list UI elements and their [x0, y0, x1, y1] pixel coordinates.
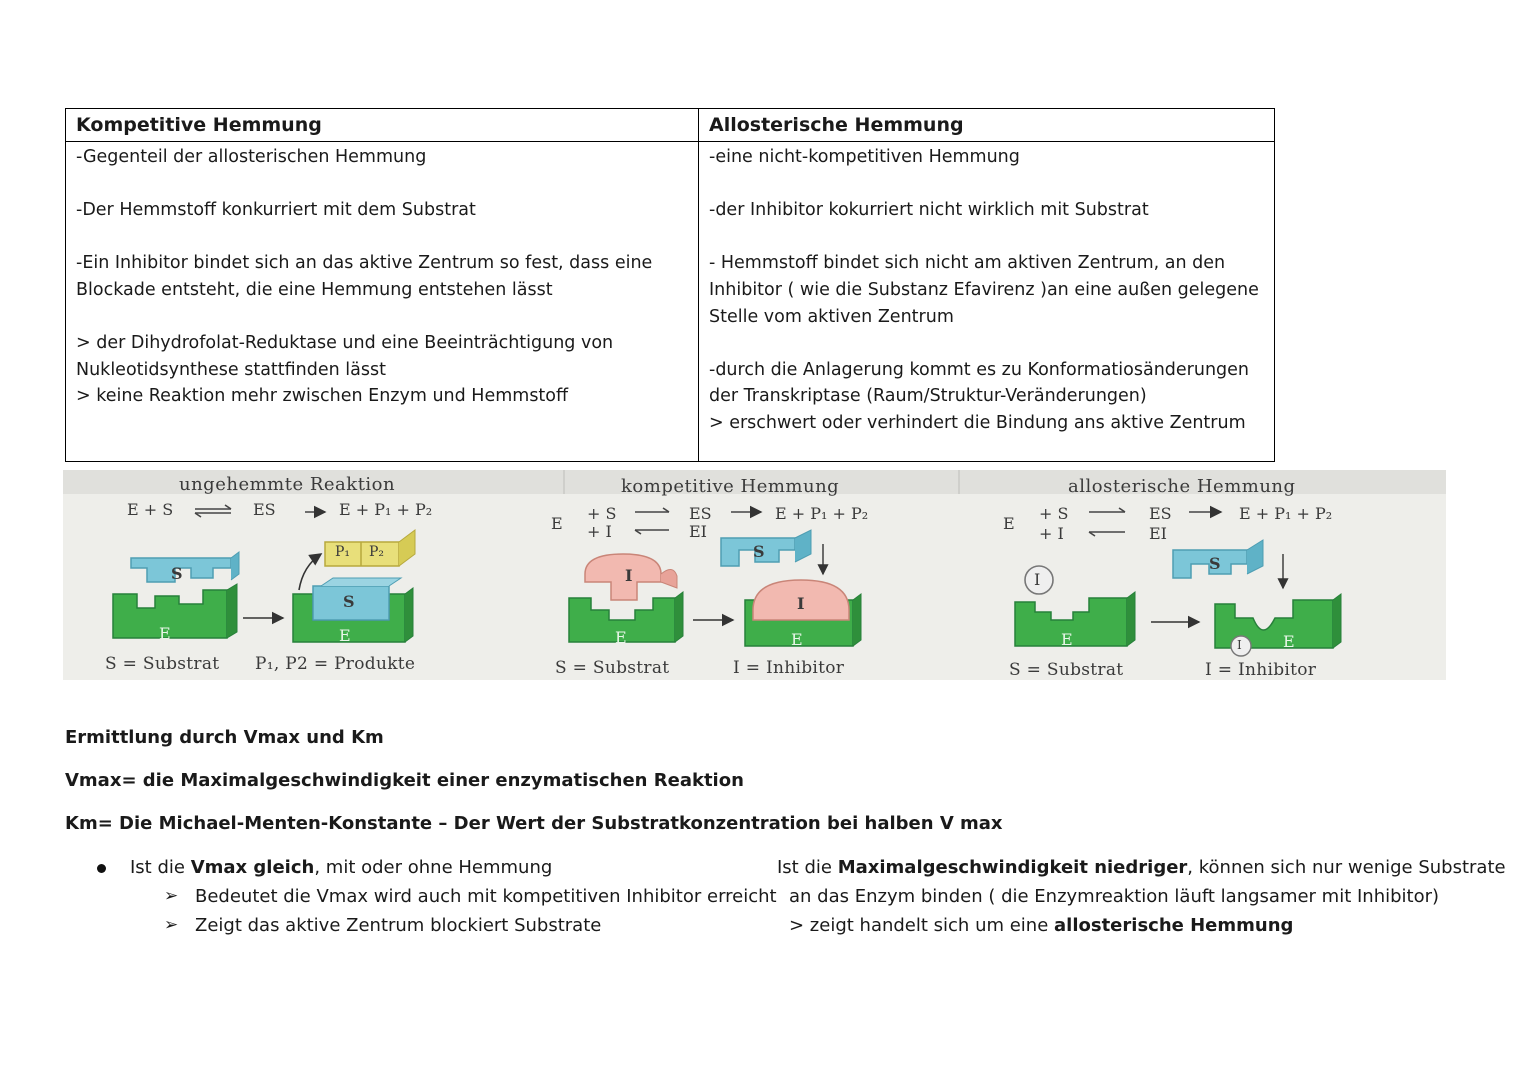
substrate-glyph: S: [343, 592, 355, 611]
enzyme-glyph: E: [791, 630, 803, 649]
arrow-bullet-icon: ➢: [164, 886, 179, 906]
equation-products: E + P₁ + P₂: [339, 500, 433, 519]
enzyme-block: [113, 584, 237, 638]
equation-complex: ES: [1149, 504, 1172, 523]
equation-plus-inhibitor: + I: [587, 522, 612, 541]
inhibitor-glyph: I: [797, 594, 805, 613]
bullet-emphasis: Vmax gleich: [190, 857, 315, 878]
header-kompetitive: Kompetitive Hemmung: [66, 109, 699, 142]
substrate-glyph: S: [753, 542, 765, 561]
allosterische-point-3: - Hemmstoff bindet sich nicht am aktiven Zentrum, an den Inhibitor ( wie die Substanz Efavirenz )an eine außen gelegene Stelle vom aktiven Zentrum: [709, 253, 1259, 327]
kompetitive-point-1: -Gegenteil der allosterischen Hemmung: [76, 147, 427, 167]
equation-plus-substrate: + S: [1039, 504, 1069, 523]
allosterische-point-5: > erschwert oder verhindert die Bindung ans aktive Zentrum: [709, 412, 1246, 433]
subpoint-active-site: Zeigt das aktive Zentrum blockiert Substrate: [195, 915, 602, 936]
legend-inhibitor: I = Inhibitor: [1205, 660, 1317, 680]
enzyme-glyph: E: [1283, 632, 1295, 651]
legend-inhibitor: I = Inhibitor: [733, 658, 845, 678]
allosterische-cell: [699, 142, 1275, 462]
product-glyph: P₁: [335, 544, 351, 560]
substrate-glyph: S: [1209, 554, 1221, 573]
equation-left: E + S: [127, 500, 174, 519]
release-arrow: [299, 554, 321, 590]
product-glyph: P₂: [369, 544, 385, 560]
section-heading: Ermittlung durch Vmax und Km: [65, 727, 384, 748]
kompetitive-point-2: -Der Hemmstoff konkurriert mit dem Substrat: [76, 200, 476, 221]
equilibrium-arrow: [1089, 508, 1125, 536]
enzyme-glyph: E: [159, 624, 171, 643]
kompetitive-point-4: > der Dihydrofolat-Reduktase und eine Beeinträchtigung von Nukleotidsynthese stattfinden lässt: [76, 333, 614, 380]
enzyme-glyph: E: [1061, 630, 1073, 649]
panel-title-competitive: kompetitive Hemmung: [621, 476, 840, 497]
bullet-text: , mit oder ohne Hemmung: [314, 857, 553, 878]
legend-substrate: S = Substrat: [555, 658, 670, 678]
vmax-definition: Vmax= die Maximalgeschwindigkeit einer enzymatischen Reaktion: [65, 770, 744, 791]
inhibitor-glyph: I: [1237, 638, 1242, 652]
substrate-block: [313, 578, 401, 620]
equation-inhibitor-complex: EI: [689, 522, 707, 541]
bullet-vmax-equal: [130, 857, 552, 878]
note-enzyme-binding: an das Enzym binden ( die Enzymreaktion läuft langsamer mit Inhibitor): [789, 886, 1440, 907]
equation-complex: ES: [253, 500, 276, 519]
subpoint-competitive-vmax: Bedeutet die Vmax wird auch mit kompetitiven Inhibitor erreicht: [195, 886, 777, 907]
equation-complex: ES: [689, 504, 712, 523]
note-allosteric: [789, 915, 1293, 936]
allosterische-point-2: -der Inhibitor kokurriert nicht wirklich mit Substrat: [709, 200, 1149, 221]
note-text: > zeigt handelt sich um eine: [789, 915, 1055, 936]
substrate-glyph: S: [171, 564, 183, 583]
substrate-block: [721, 530, 811, 566]
kompetitive-point-5: > keine Reaktion mehr zwischen Enzym und Hemmstoff: [76, 386, 569, 407]
note-emphasis: allosterische Hemmung: [1054, 915, 1294, 936]
equation-enzyme: E: [551, 514, 563, 533]
kompetitive-cell: [66, 142, 699, 462]
inhibitor-glyph: I: [1034, 570, 1041, 589]
table-body-row: [66, 142, 1275, 462]
legend-substrate: S = Substrat: [1009, 660, 1124, 680]
equation-enzyme: E: [1003, 514, 1015, 533]
legend-products: P₁, P2 = Produkte: [255, 654, 416, 674]
kompetitive-point-3: -Ein Inhibitor bindet sich an das aktive Zentrum so fest, dass eine Blockade entsteht, die eine Hemmung entstehen lässt: [76, 253, 653, 300]
note-text: Ist die: [777, 857, 838, 878]
bullet-marker: [97, 864, 106, 873]
equation-products: E + P₁ + P₂: [1239, 504, 1333, 523]
note-text: , können sich nur wenige Substrate: [1187, 857, 1506, 878]
header-allosterische: Allosterische Hemmung: [699, 109, 1275, 142]
legend-substrate: S = Substrat: [105, 654, 220, 674]
equilibrium-arrow: [195, 505, 231, 517]
panel-title-allosteric: allosterische Hemmung: [1068, 476, 1296, 497]
equation-inhibitor-complex: EI: [1149, 524, 1167, 543]
bullet-text: Ist die: [130, 857, 191, 878]
arrow-bullet-icon: ➢: [164, 915, 179, 935]
enzyme-block: [1015, 592, 1135, 646]
equation-plus-substrate: + S: [587, 504, 617, 523]
allosterische-point-4: -durch die Anlagerung kommt es zu Konformatiosänderungen der Transkriptase (Raum/Struktur-Veränderungen): [709, 359, 1250, 407]
note-vmax-lower: [777, 857, 1506, 878]
allosterische-point-1: -eine nicht-kompetitiven Hemmung: [709, 147, 1020, 167]
equation-plus-inhibitor: + I: [1039, 524, 1064, 543]
substrate-block: [131, 552, 239, 582]
note-emphasis: Maximalgeschwindigkeit niedriger: [837, 857, 1188, 878]
equilibrium-arrow: [635, 508, 669, 534]
equation-products: E + P₁ + P₂: [775, 504, 869, 523]
km-definition: Km= Die Michael-Menten-Konstante – Der Wert der Substratkonzentration bei halben V max: [65, 813, 1003, 834]
table-header-row: [66, 109, 1275, 142]
enzyme-glyph: E: [339, 626, 351, 645]
inhibitor-glyph: I: [625, 566, 633, 585]
enzyme-inhibition-illustration: [63, 470, 1446, 680]
enzyme-glyph: E: [615, 628, 627, 647]
panel-title-uninhibited: ungehemmte Reaktion: [179, 474, 396, 495]
comparison-table: [65, 108, 1275, 462]
